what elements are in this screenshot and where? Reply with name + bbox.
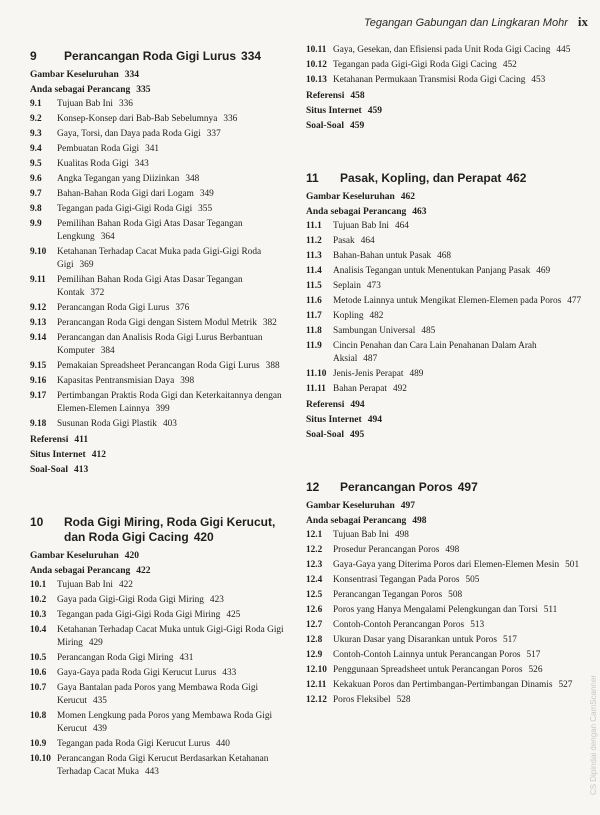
section-title: Bahan Perapat 492 [333, 384, 407, 394]
front-matter-item[interactable] [30, 68, 292, 83]
chapter-heading[interactable] [30, 49, 292, 64]
item-page: 495 [350, 430, 365, 440]
section-number: 9.14 [30, 333, 47, 343]
chapter-number: 9 [30, 49, 37, 63]
toc-entry[interactable] [306, 604, 582, 617]
section-number: 11.11 [306, 384, 326, 394]
section-page: 505 [465, 575, 480, 585]
section-title: Gaya, Gesekan, dan Efisiensi pada Unit Roda Gigi Cacing 445 [333, 45, 571, 55]
toc-entry[interactable] [30, 128, 292, 141]
back-matter-item[interactable] [30, 448, 292, 463]
section-title: Perancangan Roda Gigi dengan Sistem Modul Metrik 382 [57, 318, 277, 328]
running-title: Tegangan Gabungan dan Lingkaran Mohr [364, 17, 568, 29]
toc-entry[interactable] [306, 679, 582, 692]
section-title: Tegangan pada Gigi-Gigi Roda Gigi 355 [57, 204, 213, 214]
section-number: 11.8 [306, 326, 322, 336]
section-number: 12.8 [306, 635, 323, 645]
toc-entry[interactable] [306, 619, 582, 632]
section-number: 9.7 [30, 189, 42, 199]
item-page: 412 [91, 450, 106, 460]
section-number: 10.1 [30, 580, 47, 590]
toc-entry[interactable] [30, 418, 292, 431]
toc-entry[interactable] [30, 218, 292, 244]
section-title: Perancangan Roda Gigi Miring 431 [57, 653, 194, 663]
section-title: Contoh-Contoh Perancangan Poros 513 [333, 620, 485, 630]
section-number: 10.9 [30, 739, 47, 749]
toc-entry[interactable] [30, 609, 292, 622]
section-page: 399 [155, 404, 170, 414]
section-title: Tegangan pada Roda Gigi Kerucut Lurus 440 [57, 739, 230, 749]
toc-entry[interactable] [306, 694, 582, 707]
section-number: 12.10 [306, 665, 327, 675]
toc-entry[interactable] [306, 529, 582, 542]
section-page: 336 [118, 99, 133, 109]
toc-entry[interactable] [30, 143, 292, 156]
section-number: 9.13 [30, 318, 47, 328]
toc-entry[interactable] [30, 317, 292, 330]
toc-entry[interactable] [30, 667, 292, 680]
section-title: Gaya pada Gigi-Gigi Roda Gigi Miring 423 [57, 595, 224, 605]
section-number: 10.7 [30, 683, 47, 693]
section-page: 376 [175, 303, 190, 313]
toc-entry[interactable] [30, 158, 292, 171]
section-page: 372 [90, 288, 105, 298]
section-number: 9.1 [30, 99, 42, 109]
section-number: 12.4 [306, 575, 323, 585]
toc-entry[interactable] [306, 574, 582, 587]
toc-entry[interactable] [306, 649, 582, 662]
section-page: 489 [409, 369, 424, 379]
item-page: 413 [74, 465, 89, 475]
section-title: Prosedur Perancangan Poros 498 [333, 545, 460, 555]
section-number: 12.6 [306, 605, 323, 615]
section-page: 487 [363, 354, 378, 364]
section-number: 10.2 [30, 595, 47, 605]
toc-entry[interactable] [306, 44, 582, 57]
section-page: 492 [392, 384, 407, 394]
section-title: Angka Tegangan yang Diizinkan 348 [57, 174, 200, 184]
section-page: 435 [92, 696, 107, 706]
section-number: 10.10 [30, 754, 51, 764]
back-matter-item[interactable] [306, 119, 582, 134]
section-title: Tujuan Bab Ini 498 [333, 530, 409, 540]
section-number: 11.6 [306, 296, 322, 306]
front-matter-item[interactable] [306, 514, 582, 529]
right-column [306, 44, 582, 711]
toc-entry[interactable] [306, 250, 582, 263]
section-number: 9.5 [30, 159, 42, 169]
toc-entry[interactable] [306, 265, 582, 278]
chapter-page: 420 [193, 530, 214, 544]
chapter-title: Perancangan Poros 497 [340, 480, 478, 494]
section-title: Gaya-Gaya pada Roda Gigi Kerucut Lurus 433 [57, 668, 237, 678]
toc-entry[interactable] [30, 753, 292, 779]
section-title: Ketahanan Terhadap Cacat Muka untuk Gigi-Gigi Roda Gigi Miring 429 [57, 625, 284, 648]
section-page: 423 [209, 595, 224, 605]
toc-entry[interactable] [306, 59, 582, 72]
spacer [306, 447, 582, 475]
section-page: 468 [437, 251, 452, 261]
section-title: Pemilihan Bahan Roda Gigi Atas Dasar Tegangan Lengkung 364 [57, 219, 243, 242]
section-number: 9.4 [30, 144, 42, 154]
toc-entry[interactable] [30, 360, 292, 373]
toc-entry[interactable] [306, 589, 582, 602]
section-title: Perancangan Roda Gigi Kerucut Berdasarkan Ketahanan Terhadap Cacat Muka 443 [57, 754, 269, 777]
toc-entry[interactable] [306, 280, 582, 293]
toc-entry[interactable] [306, 544, 582, 557]
section-number: 12.2 [306, 545, 323, 555]
spacer [306, 138, 582, 166]
item-label: Soal-Soal [306, 430, 345, 440]
section-number: 9.11 [30, 275, 46, 285]
section-title: Pemilihan Bahan Roda Gigi Atas Dasar Tegangan Kontak 372 [57, 275, 243, 298]
section-number: 11.10 [306, 369, 327, 379]
toc-entry[interactable] [306, 664, 582, 677]
toc-entry[interactable] [306, 340, 582, 366]
section-page: 501 [565, 560, 580, 570]
item-page: 462 [400, 192, 416, 202]
section-title: Cincin Penahan dan Cara Lain Penahanan Dalam Arah Aksial 487 [333, 341, 537, 364]
back-matter-item[interactable] [306, 398, 582, 413]
toc-entry[interactable] [306, 383, 582, 396]
section-page: 526 [528, 665, 543, 675]
section-number: 11.7 [306, 311, 322, 321]
section-page: 431 [179, 653, 194, 663]
item-label: Gambar Keseluruhan [30, 70, 119, 80]
toc-entry[interactable] [306, 310, 582, 323]
toc-entry[interactable] [306, 368, 582, 381]
section-page: 364 [100, 232, 115, 242]
section-title: Susunan Roda Gigi Plastik 403 [57, 419, 177, 429]
section-title: Penggunaan Spreadsheet untuk Perancangan Poros 526 [333, 665, 543, 675]
section-number: 9.15 [30, 361, 47, 371]
item-label: Anda sebagai Perancang [306, 516, 407, 526]
section-title: Tujuan Bab Ini 422 [57, 580, 133, 590]
section-page: 473 [366, 281, 381, 291]
toc-entry[interactable] [306, 74, 582, 87]
section-number: 11.1 [306, 221, 322, 231]
item-page: 459 [350, 121, 365, 131]
section-page: 348 [185, 174, 200, 184]
section-number: 10.11 [306, 45, 327, 55]
section-page: 517 [502, 635, 517, 645]
section-page: 517 [526, 650, 541, 660]
left-column [30, 44, 292, 783]
section-title: Pemakaian Spreadsheet Perancangan Roda Gigi Lurus 388 [57, 361, 280, 371]
item-label: Gambar Keseluruhan [306, 192, 395, 202]
toc-entry[interactable] [306, 559, 582, 572]
page-number: ix [577, 14, 588, 29]
toc-entry[interactable] [30, 710, 292, 736]
section-title: Contoh-Contoh Lainnya untuk Perancangan Poros 517 [333, 650, 541, 660]
section-title: Tegangan pada Gigi-Gigi Roda Gigi Miring 425 [57, 610, 241, 620]
section-title: Gaya, Torsi, dan Daya pada Roda Gigi 337 [57, 129, 221, 139]
back-matter-item[interactable] [306, 89, 582, 104]
section-page: 341 [145, 144, 160, 154]
section-number: 9.2 [30, 114, 42, 124]
item-label: Gambar Keseluruhan [30, 551, 119, 561]
section-title: Konsentrasi Tegangan Pada Poros 505 [333, 575, 480, 585]
item-page: 458 [350, 91, 365, 101]
section-page: 443 [144, 767, 159, 777]
section-number: 9.12 [30, 303, 47, 313]
section-number: 12.11 [306, 680, 327, 690]
item-page: 497 [400, 501, 416, 511]
item-label: Soal-Soal [30, 465, 69, 475]
section-page: 511 [543, 605, 558, 615]
back-matter-item[interactable] [30, 433, 292, 448]
section-number: 12.3 [306, 560, 323, 570]
toc-entry[interactable] [30, 246, 292, 272]
section-page: 528 [396, 695, 411, 705]
toc-entry[interactable] [30, 332, 292, 358]
section-page: 398 [180, 376, 195, 386]
item-page: 411 [74, 435, 89, 445]
section-title: Kekakuan Poros dan Pertimbangan-Pertimbangan Dinamis 527 [333, 680, 573, 690]
section-number: 12.5 [306, 590, 323, 600]
section-page: 498 [445, 545, 460, 555]
section-number: 10.6 [30, 668, 47, 678]
chapter-heading[interactable] [306, 171, 582, 186]
chapter-heading[interactable] [306, 480, 582, 495]
section-page: 425 [226, 610, 241, 620]
item-page: 334 [124, 70, 140, 80]
front-matter-item[interactable] [30, 549, 292, 564]
section-page: 477 [567, 296, 582, 306]
item-label: Referensi [306, 91, 345, 101]
item-page: 494 [367, 415, 382, 425]
section-title: Tegangan pada Gigi-Gigi Roda Gigi Cacing 452 [333, 60, 517, 70]
section-number: 9.3 [30, 129, 42, 139]
toc-entry[interactable] [30, 390, 292, 416]
toc-entry[interactable] [30, 188, 292, 201]
section-title: Pertimbangan Praktis Roda Gigi dan Keterkaitannya dengan Elemen-Elemen Lainnya 399 [57, 391, 282, 414]
back-matter-item[interactable] [30, 463, 292, 478]
section-title: Perancangan Roda Gigi Lurus 376 [57, 303, 190, 313]
back-matter-item[interactable] [306, 104, 582, 119]
section-number: 11.2 [306, 236, 322, 246]
section-page: 349 [199, 189, 214, 199]
chapter-number: 11 [306, 171, 319, 185]
toc-entry[interactable] [30, 738, 292, 751]
section-page: 453 [531, 75, 546, 85]
toc-entry[interactable] [30, 302, 292, 315]
section-number: 12.12 [306, 695, 327, 705]
section-title: Gaya Bantalan pada Poros yang Membawa Roda Gigi Kerucut 435 [57, 683, 259, 706]
item-label: Situs Internet [306, 106, 362, 116]
toc-entry[interactable] [30, 652, 292, 665]
section-title: Pembuatan Roda Gigi 341 [57, 144, 160, 154]
toc-entry[interactable] [30, 113, 292, 126]
chapter-page: 497 [457, 480, 478, 494]
section-title: Perancangan dan Analisis Roda Gigi Lurus Berbantuan Komputer 384 [57, 333, 263, 356]
section-number: 9.9 [30, 219, 42, 229]
section-title: Seplain 473 [333, 281, 381, 291]
section-title: Perancangan Tegangan Poros 508 [333, 590, 463, 600]
section-title: Momen Lengkung pada Poros yang Membawa Roda Gigi Kerucut 439 [57, 711, 273, 734]
item-page: 422 [136, 566, 151, 576]
chapter-number: 12 [306, 480, 320, 494]
section-title: Kapasitas Pentransmisian Daya 398 [57, 376, 195, 386]
section-page: 527 [558, 680, 573, 690]
section-page: 403 [162, 419, 177, 429]
section-number: 9.17 [30, 391, 47, 401]
section-title: Jenis-Jenis Perapat 489 [333, 369, 424, 379]
chapter-block [306, 499, 582, 707]
chapter-title: Pasak, Kopling, dan Perapat 462 [340, 171, 527, 185]
section-number: 10.12 [306, 60, 327, 70]
section-page: 469 [536, 266, 551, 276]
section-page: 343 [134, 159, 149, 169]
item-page: 494 [350, 400, 365, 410]
section-page: 482 [369, 311, 384, 321]
toc-entry[interactable] [30, 579, 292, 592]
section-number: 10.3 [30, 610, 47, 620]
item-label: Gambar Keseluruhan [306, 501, 395, 511]
section-title: Ketahanan Permukaan Transmisi Roda Gigi Cacing 453 [333, 75, 546, 85]
toc-entry[interactable] [306, 235, 582, 248]
section-page: 440 [215, 739, 230, 749]
section-page: 355 [198, 204, 213, 214]
toc-entry[interactable] [30, 98, 292, 111]
section-title: Poros Fleksibel 528 [333, 695, 411, 705]
item-label: Referensi [306, 400, 345, 410]
scanner-watermark: CS Dipindai dengan CamScanner [589, 674, 598, 795]
back-matter-item[interactable] [306, 413, 582, 428]
spacer [30, 482, 292, 510]
section-number: 11.3 [306, 251, 322, 261]
item-label: Anda sebagai Perancang [306, 207, 407, 217]
section-page: 337 [206, 129, 221, 139]
item-page: 463 [412, 207, 427, 217]
section-number: 9.6 [30, 174, 42, 184]
toc-entry[interactable] [30, 682, 292, 708]
section-page: 388 [265, 361, 280, 371]
front-matter-item[interactable] [306, 205, 582, 220]
section-page: 464 [394, 221, 409, 231]
front-matter-item[interactable] [30, 564, 292, 579]
section-number: 11.4 [306, 266, 322, 276]
section-number: 9.16 [30, 376, 47, 386]
section-number: 11.5 [306, 281, 322, 291]
item-label: Situs Internet [306, 415, 362, 425]
toc-entry[interactable] [30, 624, 292, 650]
section-page: 485 [421, 326, 436, 336]
section-page: 452 [502, 60, 517, 70]
section-title: Tujuan Bab Ini 464 [333, 221, 409, 231]
section-title: Kopling 482 [333, 311, 384, 321]
section-page: 384 [100, 346, 115, 356]
section-number: 12.1 [306, 530, 323, 540]
toc-entry[interactable] [306, 325, 582, 338]
continued-block [306, 44, 582, 134]
section-number: 10.8 [30, 711, 47, 721]
section-title: Pasak 464 [333, 236, 375, 246]
item-page: 335 [136, 85, 151, 95]
item-label: Situs Internet [30, 450, 86, 460]
section-page: 429 [88, 638, 103, 648]
section-number: 11.9 [306, 341, 322, 351]
section-title: Ketahanan Terhadap Cacat Muka pada Gigi-Gigi Roda Gigi 369 [57, 247, 262, 270]
item-label: Anda sebagai Perancang [30, 566, 131, 576]
toc-entry[interactable] [30, 203, 292, 216]
chapter-block [306, 190, 582, 443]
chapter-title: Roda Gigi Miring, Roda Gigi Kerucut, dan Roda Gigi Cacing 420 [64, 515, 276, 544]
chapter-heading[interactable] [30, 515, 292, 545]
chapter-page: 462 [506, 171, 527, 185]
running-head [364, 14, 588, 30]
toc-entry[interactable] [30, 274, 292, 300]
section-title: Kualitas Roda Gigi 343 [57, 159, 149, 169]
section-number: 10.4 [30, 625, 47, 635]
section-title: Sambungan Universal 485 [333, 326, 436, 336]
toc-entry[interactable] [30, 375, 292, 388]
section-page: 498 [394, 530, 409, 540]
toc-entry[interactable] [30, 173, 292, 186]
section-page: 422 [118, 580, 133, 590]
front-matter-item[interactable] [306, 190, 582, 205]
section-page: 464 [360, 236, 375, 246]
chapter-number: 10 [30, 515, 44, 529]
toc-entry[interactable] [306, 634, 582, 647]
section-title: Analisis Tegangan untuk Menentukan Panjang Pasak 469 [333, 266, 551, 276]
section-number: 12.7 [306, 620, 323, 630]
section-page: 513 [470, 620, 485, 630]
section-title: Bahan-Bahan untuk Pasak 468 [333, 251, 452, 261]
section-page: 445 [556, 45, 571, 55]
toc-entry[interactable] [30, 594, 292, 607]
item-label: Referensi [30, 435, 69, 445]
item-page: 420 [124, 551, 140, 561]
section-page: 369 [79, 260, 94, 270]
item-page: 459 [367, 106, 382, 116]
chapter-block [30, 549, 292, 779]
front-matter-item[interactable] [306, 499, 582, 514]
chapter-block [30, 68, 292, 478]
front-matter-item[interactable] [30, 83, 292, 98]
item-label: Anda sebagai Perancang [30, 85, 131, 95]
section-title: Metode Lainnya untuk Mengikat Elemen-Elemen pada Poros 477 [333, 296, 582, 306]
item-page: 498 [412, 516, 427, 526]
section-title: Ukuran Dasar yang Disarankan untuk Poros 517 [333, 635, 517, 645]
section-title: Konsep-Konsep dari Bab-Bab Sebelumnya 336 [57, 114, 238, 124]
chapter-page: 334 [241, 49, 262, 63]
back-matter-item[interactable] [306, 428, 582, 443]
section-title: Gaya-Gaya yang Diterima Poros dari Elemen-Elemen Mesin 501 [333, 560, 580, 570]
section-number: 9.8 [30, 204, 42, 214]
section-page: 439 [92, 724, 107, 734]
section-number: 12.9 [306, 650, 323, 660]
section-title: Poros yang Hanya Mengalami Pelengkungan dan Torsi 511 [333, 605, 558, 615]
section-page: 336 [223, 114, 238, 124]
section-number: 9.18 [30, 419, 47, 429]
section-number: 10.5 [30, 653, 47, 663]
section-page: 382 [262, 318, 277, 328]
toc-entry[interactable] [306, 220, 582, 233]
toc-entry[interactable] [306, 295, 582, 308]
section-number: 9.10 [30, 247, 47, 257]
section-number: 10.13 [306, 75, 327, 85]
chapter-title: Perancangan Roda Gigi Lurus 334 [64, 49, 262, 63]
section-title: Tujuan Bab Ini 336 [57, 99, 133, 109]
item-label: Soal-Soal [306, 121, 345, 131]
section-title: Bahan-Bahan Roda Gigi dari Logam 349 [57, 189, 214, 199]
section-page: 433 [222, 668, 237, 678]
section-page: 508 [448, 590, 463, 600]
